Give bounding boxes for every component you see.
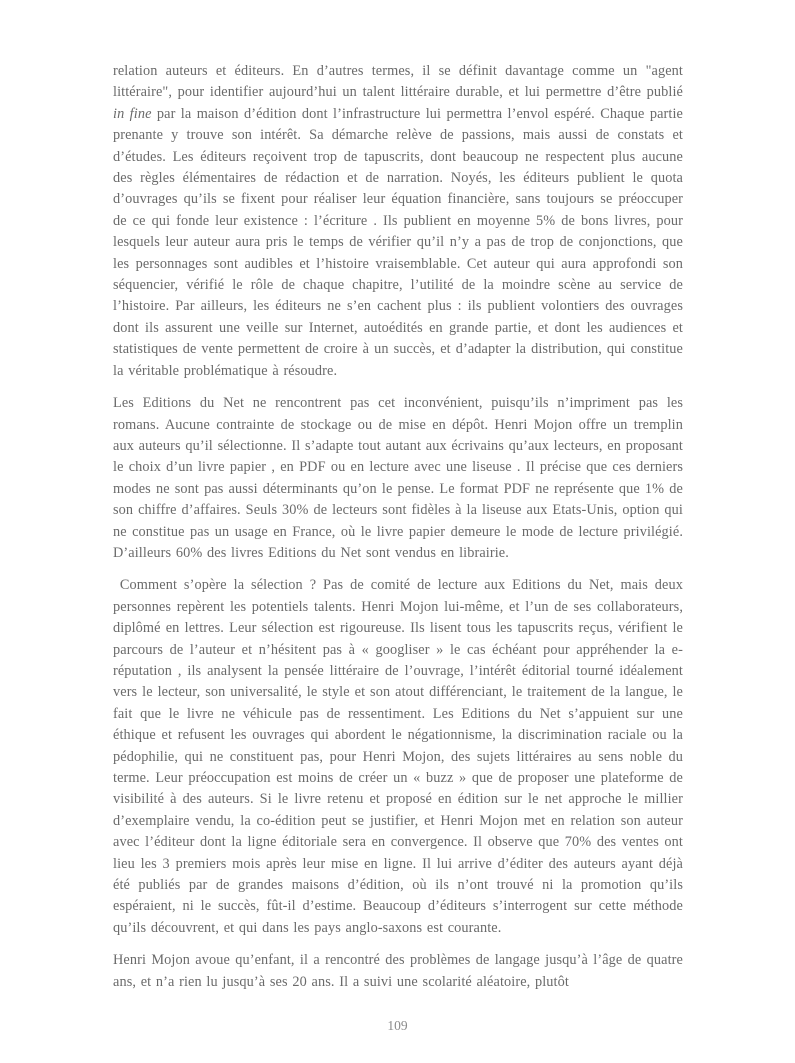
paragraph-2: Les Editions du Net ne rencontrent pas cet inconvénient, puisqu’ils n’impriment pas les romans. Aucune contrainte de stockage ou de mise en dépôt. Henri Mojon offre un tremplin aux auteurs qu’il sélectionne. Il s’adapte tout autant aux écrivains qu’aux lecteurs, en proposant le choix d’un livre papier , en PDF ou en lecture avec une liseuse . Il précise que ces derniers modes ne sont pas aussi déterminants qu’on le pense. Le format PDF ne représente que 1% de son chiffre d’affaires. Seuls 30% de lecteurs sont fidèles à la liseuse aux Etats-Unis, option qui ne constitue pas un usage en France, où le livre papier demeure le mode de lecture privilégié. D’ailleurs 60% des livres Editions du Net sont vendus en librairie.: [113, 395, 683, 561]
paragraph-1-text-start: relation auteurs et éditeurs. En d’autres termes, il se définit davantage comme un "agent littéraire", pour identifier aujourd’hui un talent littéraire durable, et lui permettre d’être publié: [113, 63, 683, 101]
page-number: 109: [387, 1018, 408, 1033]
paragraph-4: Henri Mojon avoue qu’enfant, il a rencontré des problèmes de langage jusqu’à l’âge de quatre ans, et n’a rien lu jusqu’à ses 20 ans. Il a suivi une scolarité aléatoire, plutôt: [113, 952, 683, 990]
paragraph-1: [113, 61, 683, 382]
page-body-text: [113, 61, 683, 993]
paragraph-1-text-rest: par la maison d’édition dont l’infrastructure lui permettra l’envol espéré. Chaque partie prenante y trouve son intérêt. Sa démarche relève de passions, mais aussi de constats et d’études. Les éditeurs reçoivent trop de tapuscrits, dont beaucoup ne respectent plus aucune des règles élémentaires de rédaction et de narration. Noyés, les éditeurs publient le quota d’ouvrages qu’ils se fixent pour réaliser leur équation financière, sans toujours se préoccuper de ce qui fonde leur existence : l’écriture . Ils publient en moyenne 5% de bons livres, pour lesquels leur auteur aura pris le temps de vérifier qu’il n’y a pas de trop de conjonctions, que les personnages sont audibles et l’histoire vraisemblable. Cet auteur qui aura approfondi son séquencier, vérifié le rôle de chaque chapitre, l’utilité de la moindre scène au service de l’histoire. Par ailleurs, les éditeurs ne s’en cachent plus : ils publient volontiers des ouvrages dont ils assurent une veille sur Internet, autoédités en grande partie, et dont les audiences et statistiques de vente permettent de croire à un succès, et d’adapter la distribution, qui constitue la véritable problématique à résoudre.: [113, 105, 683, 379]
paragraph-3: Comment s’opère la sélection ? Pas de comité de lecture aux Editions du Net, mais deux personnes repèrent les potentiels talents. Henri Mojon lui-même, et l’un de ses collaborateurs, diplômé en lettres. Leur sélection est rigoureuse. Ils lisent tous les tapuscrits reçus, vérifient le parcours de l’auteur et n’hésitent pas à « googliser » le cas échéant pour appréhender la e-réputation , ils analysent la pensée littéraire de l’ouvrage, l’intérêt éditorial tourné idéalement vers le lecteur, son universalité, le style et son atout différenciant, le traitement de la langue, le fait que le livre ne véhicule pas de ressentiment. Les Editions du Net s’appuient sur une éthique et refusent les ouvrages qui abordent le négationnisme, la discrimination raciale ou la pédophilie, qui ne constituent pas, pour Henri Mojon, des sujets littéraires au sens noble du terme. Leur préoccupation est moins de créer un « buzz » que de proposer une plateforme de visibilité à des auteurs. Si le livre retenu et proposé en édition sur le net approche le millier d’exemplaire vendu, la co-édition peut se justifier, et Henri Mojon met en relation son auteur avec l’éditeur dont la ligne éditoriale sera en convergence. Il observe que 70% des ventes ont lieu les 3 premiers mois après leur mise en ligne. Il lui arrive d’éditer des auteurs ayant déjà été publiés par de grandes maisons d’édition, où ils n’ont trouvé ni la promotion qu’ils espéraient, ni le succès, fût-il d’estime. Beaucoup d’éditeurs s’interrogent sur cette méthode qu’ils découvrent, et qui dans les pays anglo-saxons est courante.: [113, 577, 683, 936]
italic-latin-phrase: in fine: [113, 105, 152, 122]
